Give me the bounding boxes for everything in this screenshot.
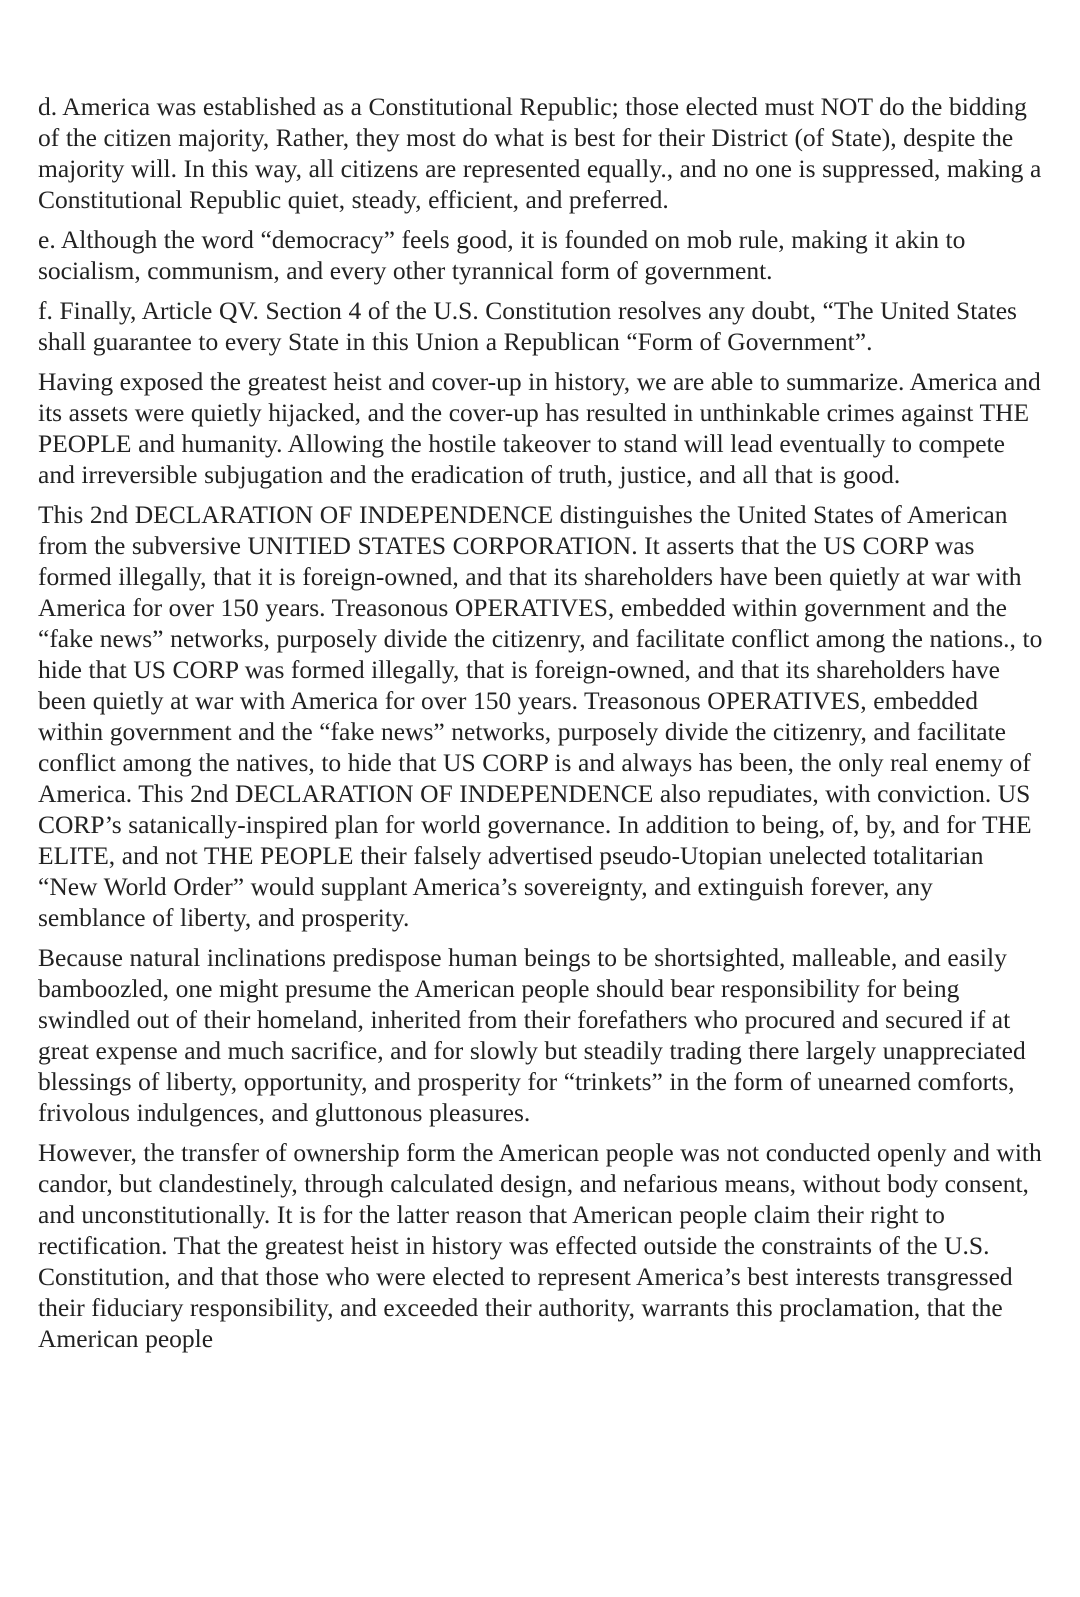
paragraph-item-e: e. Although the word “democracy” feels good, it is founded on mob rule, making it akin to socialism, communism, and every other tyrannical form of government. [38,225,966,285]
paragraph-declaration: This 2nd DECLARATION OF INDEPENDENCE distinguishes the United States of American from the subversive UNITIED STATES CORPORATION. It asserts that the US CORP was formed illegally, that it is foreign-owned, and that its shareholders have been quietly at war with America for over 150 years. Treasonous OPERATIVES, embedded within government and the “fake news” networks, purposely divide the citizenry, and facilitate conflict among the nations., to hide that US CORP was formed illegally, that is foreign-owned, and that its shareholders have been quietly at war with America for over 150 years. Treasonous OPERATIVES, embedded within government and the “fake news” networks, purposely divide the citizenry, and facilitate conflict among the natives, to hide that US CORP is and always has been, the only real enemy of America. This 2nd DECLARATION OF INDEPENDENCE also repudiates, with conviction. US CORP’s satanically-inspired plan for world governance. In addition to being, of, by, and for THE ELITE, and not THE PEOPLE their falsely advertised pseudo-Utopian unelected totalitarian “New World Order” would supplant America’s sovereignty, and extinguish forever, any semblance of liberty, and prosperity. [38,500,1043,932]
paragraph-summary: Having exposed the greatest heist and cover-up in history, we are able to summarize. America and its assets were quietly hijacked, and the cover-up has resulted in unthinkable crimes against THE PEOPLE and humanity. Allowing the hostile takeover to stand will lead eventually to compete and irreversible subjugation and the eradication of truth, justice, and all that is good. [38,367,1041,489]
document-body [38,91,1044,1354]
paragraph-however: However, the transfer of ownership form the American people was not conducted openly and with candor, but clandestinely, through calculated design, and nefarious means, without body consent, and unconstitutionally. It is for the latter reason that American people claim their right to rectification. That the greatest heist in history was effected outside the constraints of the U.S. Constitution, and that those who were elected to represent America’s best interests transgressed their fiduciary responsibility, and exceeded their authority, warrants this proclamation, that the American people [38,1138,1042,1353]
paragraph-item-d: d. America was established as a Constitutional Republic; those elected must NOT do the bidding of the citizen majority, Rather, they most do what is best for their District (of State), despite the majority will. In this way, all citizens are represented equally., and no one is suppressed, making a Constitutional Republic quiet, steady, efficient, and preferred. [38,92,1042,214]
paragraph-because: Because natural inclinations predispose human beings to be shortsighted, malleable, and easily bamboozled, one might presume the American people should bear responsibility for being swindled out of their homeland, inherited from their forefathers who procured and secured if at great expense and much sacrifice, and for slowly but steadily trading there largely unappreciated blessings of liberty, opportunity, and prosperity for “trinkets” in the form of unearned comforts, frivolous indulgences, and gluttonous pleasures. [38,943,1026,1127]
paragraph-item-f: f. Finally, Article QV. Section 4 of the U.S. Constitution resolves any doubt, “The United States shall guarantee to every State in this Union a Republican “Form of Government”. [38,296,1017,356]
